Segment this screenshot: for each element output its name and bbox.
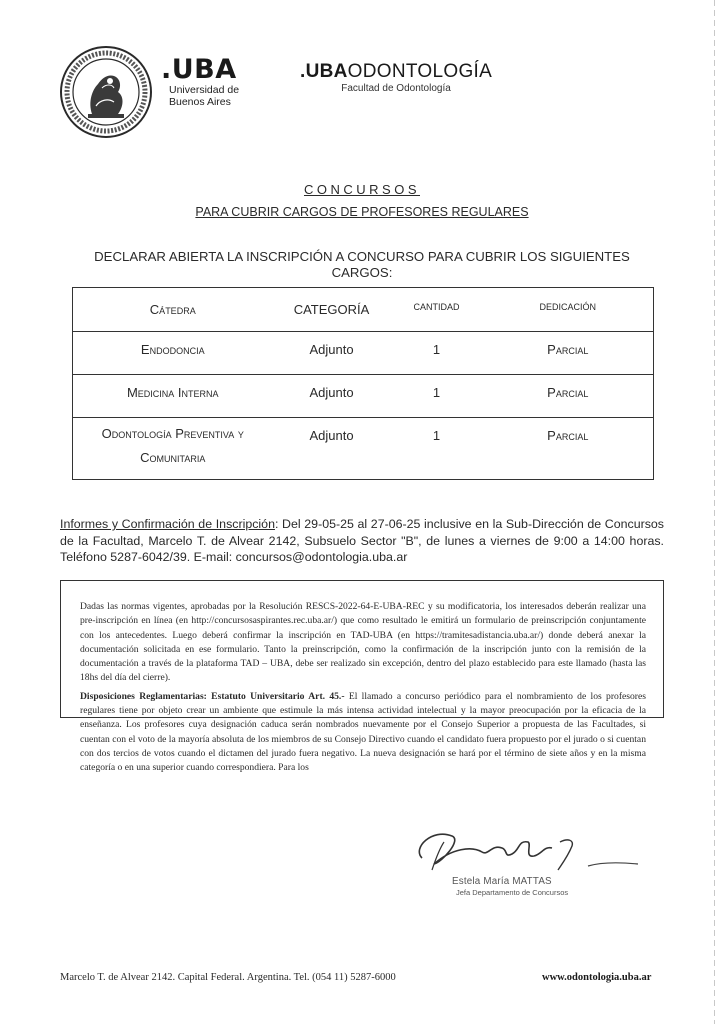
declaration-line-1: DECLARAR ABIERTA LA INSCRIPCIÓN A CONCURSO PARA CUBRIR LOS SIGUIENTES — [94, 249, 630, 264]
table-row — [73, 332, 654, 375]
informes-paragraph — [60, 516, 664, 566]
footer-website-link[interactable]: www.odontologia.uba.ar — [542, 972, 652, 983]
uba-mark: .UBA — [161, 54, 237, 85]
table-row — [73, 375, 654, 418]
row-categoria: Adjunto — [273, 332, 391, 375]
declaration-line-2: CARGOS: — [331, 265, 393, 280]
odontologia-mark-rest: ODONTOLOGÍA — [347, 61, 493, 82]
declaration-heading — [0, 249, 724, 281]
handwritten-signature — [392, 818, 642, 878]
uba-logo — [161, 56, 239, 108]
title-concursos: CONCURSOS — [303, 182, 420, 197]
signatory-role: Jefa Departamento de Concursos — [456, 888, 569, 897]
legal-paragraph-1: Dadas las normas vigentes, aprobadas por la Resolución RESCS-2022-64-E-UBA-REC y su modificatoria, los interesados deberán realizar una pre-inscripción en línea (en http://concursosaspirantes.rec.uba.ar/) que como resultado le emitirá un formulario de preinscripción conjuntamente con los antecedentes. Luego deberá confirmar la inscripción en TAD-UBA (en https://tramitesadistancia.uba.ar/) donde deberá anexar la documentación solicitada en ese formulario. Tanto la preinscripción, como la confirmación de la inscripción junto con la remisión de la documentación a través de la plataforma TAD – UBA, debe ser realizado sin excepción, dentro del plazo establecido para este llamado (hasta las 18hs del día del cierre). — [80, 601, 646, 684]
row-categoria: Adjunto — [273, 418, 391, 480]
header-dedicacion: DEDICACIÓN — [483, 288, 654, 332]
table-header-row — [73, 288, 654, 332]
row-catedra-line-2: Comunitaria — [140, 450, 206, 465]
informes-text: : Del 29-05-25 al 27-06-25 inclusive en la Sub-Dirección de Concursos de la Facultad, Marcelo T. de Alvear 2142, Subsuelo Sector "B", de lunes a viernes de 9:00 a 14:00 horas. Teléfono 5287-6042/39. E-mail: concursos@odontologia.uba.ar — [60, 517, 665, 564]
legal-text — [80, 600, 646, 780]
subtitle-cargos: PARA CUBRIR CARGOS DE PROFESORES REGULARES — [195, 205, 529, 219]
table-row — [73, 418, 654, 480]
informes-label: Informes y Confirmación de Inscripción — [60, 517, 275, 531]
row-catedra: Endodoncia — [73, 332, 273, 375]
row-categoria: Adjunto — [273, 375, 391, 418]
legal-paragraph-2-heading: Disposiciones Reglamentarias: Estatuto Universitario Art. 45.- — [80, 690, 345, 702]
row-dedicacion: Parcial — [483, 332, 654, 375]
signatory-name: Estela María MATTAS — [452, 876, 552, 887]
legal-paragraph-2 — [80, 690, 646, 776]
header-catedra: Cátedra — [73, 288, 273, 332]
header-cantidad: CANTIDAD — [391, 288, 483, 332]
row-cantidad: 1 — [391, 418, 483, 480]
row-cantidad: 1 — [391, 332, 483, 375]
uba-sub-line-1: Universidad de — [169, 84, 240, 96]
odontologia-mark-bold: .UBA — [300, 61, 348, 82]
positions-table — [72, 287, 654, 480]
scan-edge-line — [714, 0, 715, 1024]
odontologia-mark — [300, 62, 492, 82]
row-dedicacion: Parcial — [483, 418, 654, 480]
row-catedra-line-1: Odontología Preventiva y — [101, 426, 244, 441]
odontologia-logo — [300, 62, 492, 96]
row-dedicacion: Parcial — [483, 375, 654, 418]
odontologia-sub: Facultad de Odontología — [341, 83, 451, 94]
row-catedra — [73, 418, 273, 480]
footer-address: Marcelo T. de Alvear 2142. Capital Federal. Argentina. Tel. (054 11) 5287-6000 — [60, 972, 396, 983]
row-catedra: Medicina Interna — [73, 375, 273, 418]
row-cantidad: 1 — [391, 375, 483, 418]
header-categoria: CATEGORÍA — [273, 288, 391, 332]
legal-paragraph-2-body: El llamado a concurso periódico para el nombramiento de los profesores regulares tiene por objeto crear un ambiente que estimule la más intensa actividad intelectual y la mayor preocupación por la eficacia de la enseñanza. Los profesores cuya designación caduca serán nombrados nuevamente por el Consejo Superior a propuesta de las Facultades, si cuentan con el voto de la mayoría absoluta de los miembros de su Consejo Directivo cuando el candidato fuera propuesto por el jurado o si cuentan con dos tercios de votos cuando el dictamen del jurado fuera negativo. La nueva designación se hará por el término de siete años y en la misma categoría o en una superior cuando correspondiera. Para los — [80, 690, 646, 774]
university-seal-logo — [58, 44, 154, 140]
uba-sub-line-2: Buenos Aires — [169, 96, 231, 108]
